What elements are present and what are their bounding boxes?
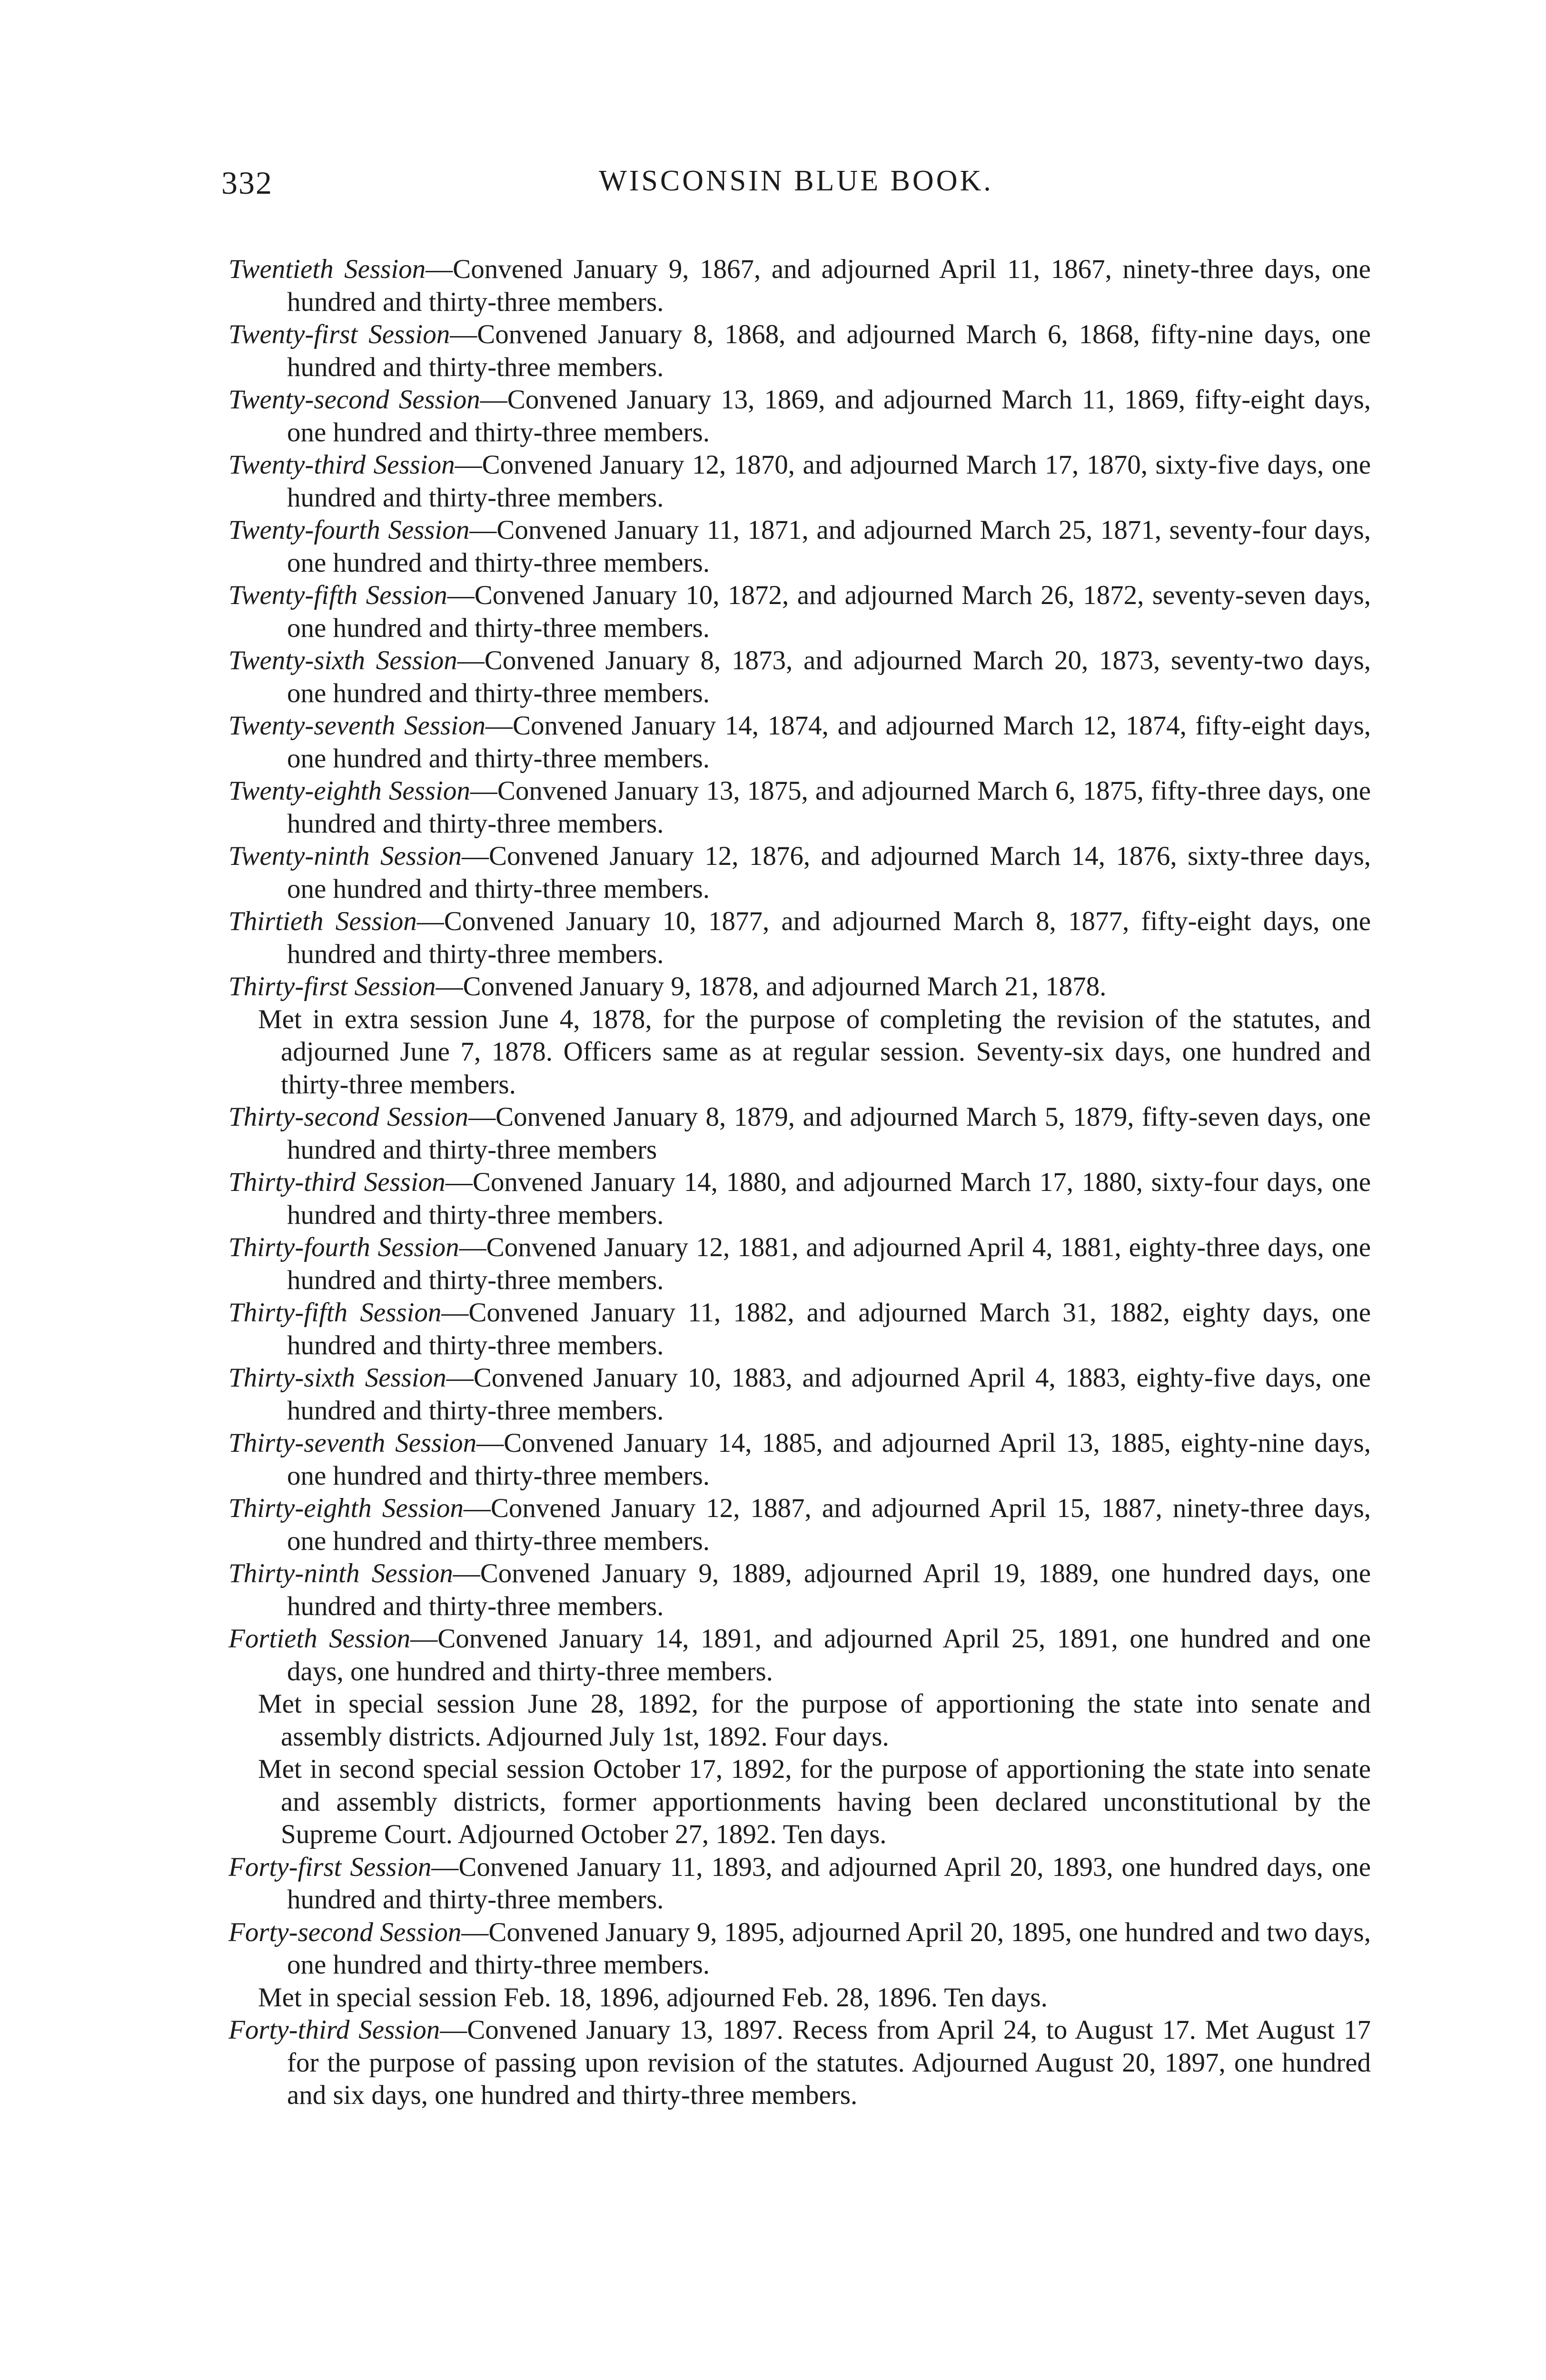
session-name: Forty-first Session: [228, 1852, 432, 1882]
session-details: —Convened January 12, 1881, and adjourned April 4, 1881, eighty-three days, one hundred and thirty-three members.: [287, 1232, 1371, 1295]
session-details: —Convened January 11, 1871, and adjourned March 25, 1871, seventy-four days, one hundred and thirty-three members.: [287, 515, 1371, 578]
session-details: —Convened January 13, 1897. Recess from April 24, to August 17. Met August 17 for the purpose of passing upon revision of the statutes. Adjourned August 20, 1897, one hundred and six days, one hundred and thirty-three members.: [287, 2015, 1371, 2110]
session-details: —Convened January 13, 1869, and adjourned March 11, 1869, fifty-eight days, one hundred and thirty-three members.: [287, 385, 1371, 447]
session-details: —Convened January 9, 1878, and adjourned March 21, 1878.: [436, 972, 1107, 1002]
session-name: Twenty-third Session: [228, 450, 455, 480]
session-details: —Convened January 10, 1872, and adjourned March 26, 1872, seventy-seven days, one hundred and thirty-three members.: [287, 580, 1371, 643]
session-details: —Convened January 9, 1895, adjourned April 20, 1895, one hundred and two days, one hundred and thirty-three members.: [287, 1917, 1371, 1980]
session-entry: [228, 1166, 1371, 1231]
session-entry: [228, 905, 1371, 971]
session-name: Thirty-seventh Session: [228, 1428, 477, 1458]
session-details: —Convened January 12, 1887, and adjourned April 15, 1887, ninety-three days, one hundred and thirty-three members.: [287, 1493, 1371, 1556]
session-note: Met in second special session October 17, 1892, for the purpose of apportioning the state into senate and assembly districts, former apportionments having been declared unconstitutional by the Supreme Court. Adjourned October 27, 1892. Ten days.: [258, 1754, 1371, 1849]
session-details: —Convened January 8, 1868, and adjourned March 6, 1868, fifty-nine days, one hundred and thirty-three members.: [287, 319, 1371, 382]
session-entry: [228, 318, 1371, 384]
page-number: 332: [221, 165, 273, 201]
session-name: Twenty-sixth Session: [228, 645, 457, 675]
session-entry: [228, 514, 1371, 579]
session-name: Twenty-first Session: [228, 319, 450, 349]
session-entry: [228, 645, 1371, 710]
session-name: Twentieth Session: [228, 254, 426, 284]
session-name: Forty-second Session: [228, 1917, 462, 1947]
session-note: Met in extra session June 4, 1878, for the purpose of completing the revision of the statutes, and adjourned June 7, 1878. Officers same as at regular session. Seventy-six days, one hundred and thirty-three members.: [258, 1004, 1371, 1100]
session-entry: [228, 1492, 1371, 1557]
session-details: —Convened January 12, 1876, and adjourned March 14, 1876, sixty-three days, one hundred and thirty-three members.: [287, 841, 1371, 904]
page-header: [221, 164, 1371, 207]
session-entry: [228, 710, 1371, 775]
session-name: Thirty-second Session: [228, 1102, 469, 1132]
session-details: —Convened January 14, 1891, and adjourned April 25, 1891, one hundred and one days, one hundred and thirty-three members.: [287, 1624, 1371, 1686]
session-entry: [228, 1916, 1371, 1982]
session-name: Twenty-ninth Session: [228, 841, 462, 871]
session-name: Thirty-first Session: [228, 972, 436, 1002]
session-name: Thirty-third Session: [228, 1167, 446, 1197]
session-entry: [228, 775, 1371, 840]
running-title: WISCONSIN BLUE BOOK.: [599, 165, 993, 197]
session-entry: [228, 1427, 1371, 1492]
session-details: —Convened January 9, 1867, and adjourned April 11, 1867, ninety-three days, one hundred and thirty-three members.: [287, 254, 1371, 317]
session-entry: [228, 1557, 1371, 1623]
session-name: Thirty-eighth Session: [228, 1493, 464, 1523]
session-name: Twenty-fourth Session: [228, 515, 470, 545]
session-name: Forty-third Session: [228, 2015, 440, 2045]
session-name: Thirtieth Session: [228, 906, 417, 936]
session-name: Thirty-fifth Session: [228, 1298, 442, 1328]
session-details: —Convened January 11, 1893, and adjourned April 20, 1893, one hundred days, one hundred and thirty-three members.: [287, 1852, 1371, 1914]
session-name: Thirty-sixth Session: [228, 1363, 446, 1393]
session-name: Thirty-ninth Session: [228, 1558, 453, 1588]
session-details: —Convened January 14, 1874, and adjourned March 12, 1874, fifty-eight days, one hundred and thirty-three members.: [287, 711, 1371, 774]
session-entry: [228, 1297, 1371, 1362]
session-entry: [228, 1101, 1371, 1166]
session-details: —Convened January 14, 1885, and adjourned April 13, 1885, eighty-nine days, one hundred and thirty-three members.: [287, 1428, 1371, 1491]
session-name: Twenty-seventh Session: [228, 711, 486, 741]
session-name: Twenty-fifth Session: [228, 580, 447, 610]
session-name: Fortieth Session: [228, 1624, 411, 1654]
session-details: —Convened January 10, 1883, and adjourned April 4, 1883, eighty-five days, one hundred and thirty-three members.: [287, 1363, 1371, 1426]
session-details: —Convened January 14, 1880, and adjourned March 17, 1880, sixty-four days, one hundred and thirty-three members.: [287, 1167, 1371, 1230]
session-entry: [228, 2014, 1371, 2112]
session-entry: [228, 384, 1371, 449]
session-note: Met in special session June 28, 1892, for the purpose of apportioning the state into senate and assembly districts. Adjourned July 1st, 1892. Four days.: [258, 1689, 1371, 1752]
session-name: Twenty-eighth Session: [228, 776, 470, 806]
session-entry: [228, 449, 1371, 514]
session-entry: [228, 1231, 1371, 1297]
session-details: —Convened January 11, 1882, and adjourned March 31, 1882, eighty days, one hundred and thirty-three members.: [287, 1298, 1371, 1360]
session-entry: [228, 253, 1371, 318]
session-details: —Convened January 10, 1877, and adjourned March 8, 1877, fifty-eight days, one hundred and thirty-three members.: [287, 906, 1371, 969]
session-details: —Convened January 12, 1870, and adjourned March 17, 1870, sixty-five days, one hundred and thirty-three members.: [287, 450, 1371, 513]
session-details: —Convened January 9, 1889, adjourned April 19, 1889, one hundred days, one hundred and thirty-three members.: [287, 1558, 1371, 1621]
session-entry: [228, 579, 1371, 645]
session-list: [228, 253, 1371, 2112]
session-entry: [228, 1623, 1371, 1688]
session-entry: [228, 971, 1371, 1003]
session-entry: [228, 1851, 1371, 1916]
session-name: Twenty-second Session: [228, 385, 480, 415]
session-details: —Convened January 8, 1873, and adjourned March 20, 1873, seventy-two days, one hundred and thirty-three members.: [287, 645, 1371, 708]
session-details: —Convened January 8, 1879, and adjourned March 5, 1879, fifty-seven days, one hundred and thirty-three members: [287, 1102, 1371, 1165]
session-entry: [228, 1362, 1371, 1427]
session-entry: [228, 840, 1371, 905]
session-details: —Convened January 13, 1875, and adjourned March 6, 1875, fifty-three days, one hundred and thirty-three members.: [287, 776, 1371, 839]
session-name: Thirty-fourth Session: [228, 1232, 459, 1262]
session-note: Met in special session Feb. 18, 1896, adjourned Feb. 28, 1896. Ten days.: [258, 1982, 1048, 2013]
